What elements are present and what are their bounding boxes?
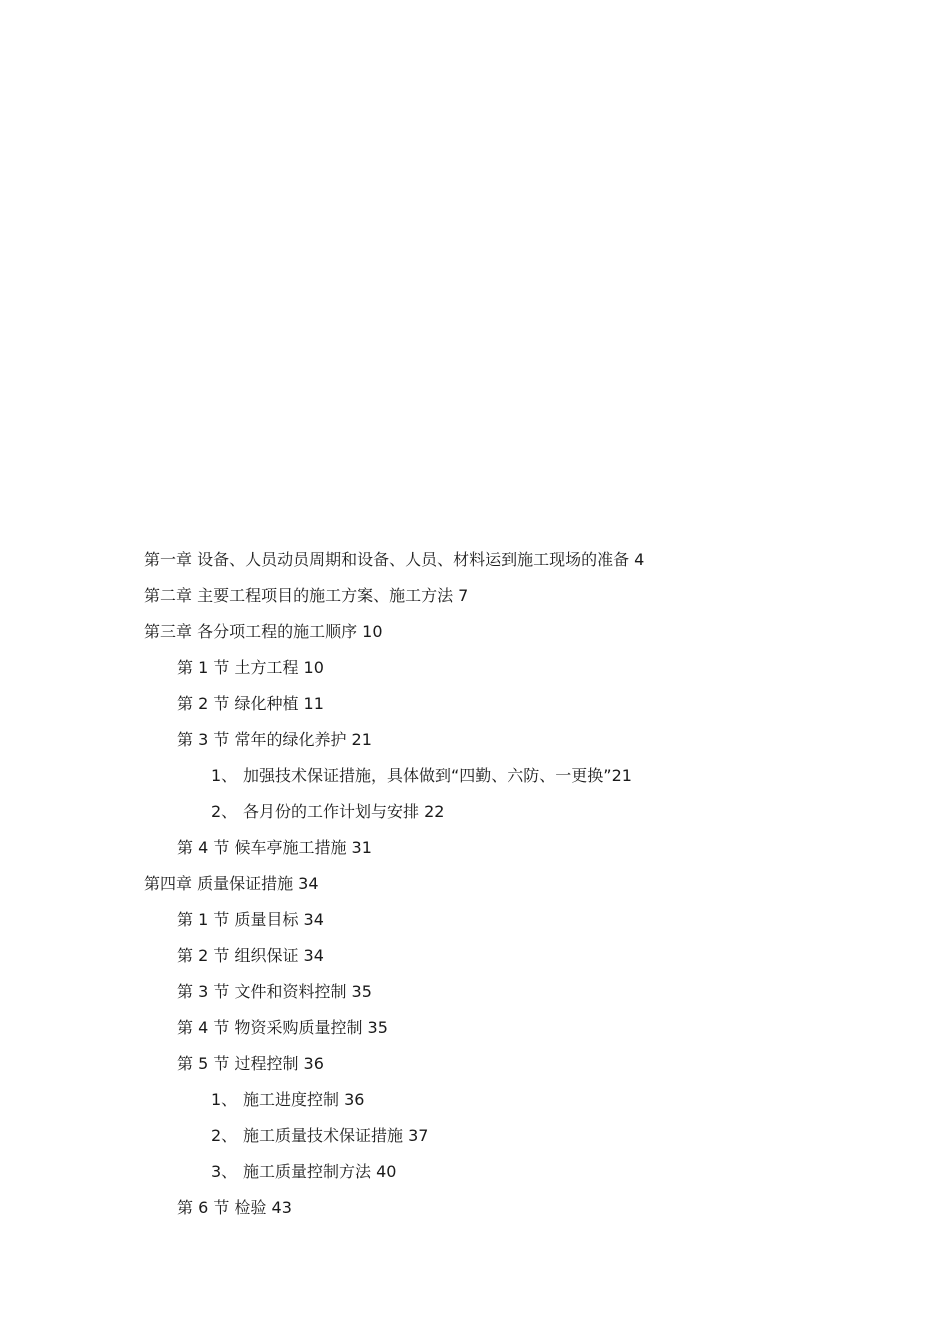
- toc-entry-text: 第四章 质量保证措施 34: [144, 874, 319, 893]
- toc-section[interactable]: [0, 1046, 950, 1082]
- toc-section[interactable]: [0, 1190, 950, 1226]
- toc-entry-text: 第 1 节 质量目标 34: [177, 910, 324, 929]
- toc-entry-text: 第 2 节 绿化种植 11: [177, 694, 324, 713]
- toc-item-number: 1、: [211, 1090, 238, 1109]
- toc-item-number: 3、: [211, 1162, 238, 1181]
- toc-section[interactable]: [0, 938, 950, 974]
- toc-chapter-3[interactable]: [0, 614, 950, 650]
- toc-entry-text: 第 4 节 候车亭施工措施 31: [177, 838, 372, 857]
- toc-chapter-1[interactable]: [0, 542, 950, 578]
- toc-entry-text: 第 5 节 过程控制 36: [177, 1054, 324, 1073]
- toc-chapter-2[interactable]: [0, 578, 950, 614]
- toc-entry-text: 第三章 各分项工程的施工顺序 10: [144, 622, 383, 641]
- toc-section[interactable]: [0, 686, 950, 722]
- toc-entry-text: 施工质量技术保证措施 37: [243, 1126, 429, 1145]
- toc-entry-text: 第二章 主要工程项目的施工方案、施工方法 7: [144, 586, 469, 605]
- toc-entry-text: 第 1 节 土方工程 10: [177, 658, 324, 677]
- toc-subitem[interactable]: [0, 1154, 950, 1190]
- toc-entry-text: 第一章 设备、人员动员周期和设备、人员、材料运到施工现场的准备 4: [144, 550, 645, 569]
- toc-entry-text: 第 3 节 常年的绿化养护 21: [177, 730, 372, 749]
- toc-section[interactable]: [0, 902, 950, 938]
- toc-subitem[interactable]: [0, 1082, 950, 1118]
- toc-entry-text: 第 4 节 物资采购质量控制 35: [177, 1018, 388, 1037]
- toc-entry-text: 施工质量控制方法 40: [243, 1162, 397, 1181]
- toc-item-number: 2、: [211, 802, 238, 821]
- toc-entry-text: 施工进度控制 36: [243, 1090, 365, 1109]
- toc-entry-text: 各月份的工作计划与安排 22: [243, 802, 445, 821]
- toc-subitem[interactable]: [0, 794, 950, 830]
- toc-section[interactable]: [0, 650, 950, 686]
- table-of-contents: [0, 542, 950, 1226]
- toc-subitem[interactable]: [0, 758, 950, 794]
- toc-section[interactable]: [0, 1010, 950, 1046]
- toc-subitem[interactable]: [0, 1118, 950, 1154]
- toc-entry-text: 第 2 节 组织保证 34: [177, 946, 324, 965]
- toc-section[interactable]: [0, 722, 950, 758]
- toc-section[interactable]: [0, 830, 950, 866]
- toc-entry-text: 第 6 节 检验 43: [177, 1198, 292, 1217]
- toc-item-number: 1、: [211, 766, 238, 785]
- toc-item-number: 2、: [211, 1126, 238, 1145]
- toc-chapter-4[interactable]: [0, 866, 950, 902]
- toc-entry-text: 加强技术保证措施，具体做到“四勤、六防、一更换”21: [243, 766, 632, 785]
- toc-section[interactable]: [0, 974, 950, 1010]
- toc-entry-text: 第 3 节 文件和资料控制 35: [177, 982, 372, 1001]
